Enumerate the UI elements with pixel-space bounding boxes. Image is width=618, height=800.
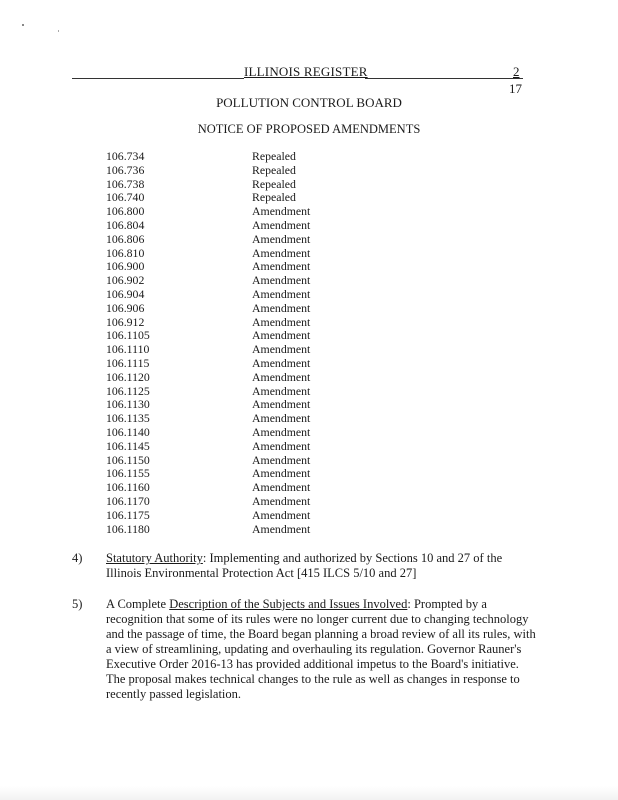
- section-action: Amendment: [252, 452, 311, 467]
- section-row: [106, 178, 436, 192]
- notice-title: NOTICE OF PROPOSED AMENDMENTS: [197, 122, 421, 136]
- section-row: [106, 274, 436, 288]
- section-number: 106.810: [106, 245, 145, 260]
- sections-list: [106, 150, 436, 536]
- section-action: Amendment: [252, 328, 311, 343]
- section-row: [106, 164, 436, 178]
- section-row: [106, 191, 436, 205]
- section-row: [106, 233, 436, 247]
- header-rule-left: [72, 78, 244, 79]
- section-row: [106, 509, 436, 523]
- section-number: 106.806: [106, 231, 145, 246]
- section-action: Amendment: [252, 466, 311, 481]
- section-row: [106, 329, 436, 343]
- section-number: 106.1130: [106, 397, 150, 412]
- section-action: Amendment: [252, 259, 311, 274]
- section-row: [106, 398, 436, 412]
- header-rule-right: [365, 78, 523, 79]
- section-row: [106, 302, 436, 316]
- section-action: Amendment: [252, 204, 311, 219]
- section-row: [106, 426, 436, 440]
- section-action: Amendment: [252, 438, 311, 453]
- section-row: [106, 495, 436, 509]
- section-number: 106.738: [106, 176, 145, 191]
- section-action: Amendment: [252, 300, 311, 315]
- section-number: 106.902: [106, 273, 145, 288]
- section-action: Amendment: [252, 507, 311, 522]
- section-row: [106, 385, 436, 399]
- section-row: [106, 523, 436, 537]
- section-action: Amendment: [252, 424, 311, 439]
- scan-speck: [58, 30, 59, 32]
- section-action: Amendment: [252, 397, 311, 412]
- section-number: 106.1120: [106, 369, 150, 384]
- section-action: Amendment: [252, 411, 311, 426]
- section-row: [106, 467, 436, 481]
- section-row: [106, 150, 436, 164]
- section-row: [106, 357, 436, 371]
- item-body: [106, 551, 536, 581]
- section-number: 106.906: [106, 300, 145, 315]
- section-number: 106.1135: [106, 411, 150, 426]
- section-number: 106.1140: [106, 424, 150, 439]
- volume-number: 17: [509, 81, 522, 96]
- section-row: [106, 371, 436, 385]
- item-body: [106, 597, 536, 702]
- section-row: [106, 205, 436, 219]
- page-number: 2: [513, 64, 520, 79]
- scan-speck: [22, 24, 24, 26]
- section-action: Amendment: [252, 286, 311, 301]
- item-number: 5): [72, 597, 83, 611]
- section-row: [106, 481, 436, 495]
- section-action: Repealed: [252, 149, 296, 163]
- section-row: [106, 316, 436, 330]
- item-heading: Statutory Authority: [106, 551, 203, 565]
- section-row: [106, 454, 436, 468]
- item-description: [72, 597, 542, 707]
- section-number: 106.912: [106, 314, 145, 329]
- section-number: 106.1145: [106, 438, 150, 453]
- section-action: Amendment: [252, 342, 311, 357]
- register-title: ILLINOIS REGISTER: [244, 64, 368, 79]
- section-row: [106, 288, 436, 302]
- item-statutory-authority: [72, 551, 542, 585]
- section-action: Amendment: [252, 273, 311, 288]
- section-number: 106.904: [106, 286, 145, 301]
- section-number: 106.1125: [106, 383, 150, 398]
- section-number: 106.1175: [106, 507, 150, 522]
- item-heading: Description of the Subjects and Issues Involved: [169, 597, 408, 611]
- item-lead: A Complete: [106, 597, 170, 611]
- section-action: Amendment: [252, 493, 311, 508]
- section-action: Repealed: [252, 162, 296, 177]
- section-action: Repealed: [252, 176, 296, 191]
- section-number: 106.1170: [106, 493, 150, 508]
- section-row: [106, 343, 436, 357]
- item-text: : Prompted by a recognition that some of its rules were no longer current due to changing technology and the passage of time, the Board began planning a broad review of all its rules, with a view of streamlining, updating and overhauling its regulation. Governor Rauner's Executive Order 2016-13 has provided additional impetus to the Board's initiative. The proposal makes technical changes to the rule as well as changes in response to recently passed legislation.: [106, 597, 536, 701]
- section-action: Repealed: [252, 190, 296, 205]
- section-action: Amendment: [252, 245, 311, 260]
- section-action: Amendment: [252, 217, 311, 232]
- scan-bottom-edge: [0, 786, 618, 800]
- section-row: [106, 440, 436, 454]
- section-number: 106.1160: [106, 480, 150, 495]
- section-row: [106, 412, 436, 426]
- section-action: Amendment: [252, 355, 311, 370]
- section-number: 106.1180: [106, 521, 150, 536]
- section-action: Amendment: [252, 521, 311, 536]
- section-number: 106.1155: [106, 466, 150, 481]
- section-row: [106, 219, 436, 233]
- section-number: 106.734: [106, 149, 145, 163]
- section-row: [106, 247, 436, 261]
- item-text: : Implementing and authorized by Sections 10 and 27 of the Illinois Environmental Protection Act [415 ILCS 5/10 and 27]: [106, 551, 503, 580]
- section-action: Amendment: [252, 314, 311, 329]
- section-number: 106.736: [106, 162, 145, 177]
- board-name: POLLUTION CONTROL BOARD: [216, 95, 402, 110]
- section-action: Amendment: [252, 369, 311, 384]
- item-number: 4): [72, 551, 83, 565]
- section-number: 106.1115: [106, 355, 150, 370]
- section-number: 106.1150: [106, 452, 150, 467]
- section-number: 106.804: [106, 217, 145, 232]
- section-number: 106.900: [106, 259, 145, 274]
- section-number: 106.740: [106, 190, 145, 205]
- section-action: Amendment: [252, 383, 311, 398]
- section-action: Amendment: [252, 231, 311, 246]
- section-number: 106.1105: [106, 328, 150, 343]
- section-action: Amendment: [252, 480, 311, 495]
- section-row: [106, 260, 436, 274]
- section-number: 106.800: [106, 204, 145, 219]
- section-number: 106.1110: [106, 342, 150, 357]
